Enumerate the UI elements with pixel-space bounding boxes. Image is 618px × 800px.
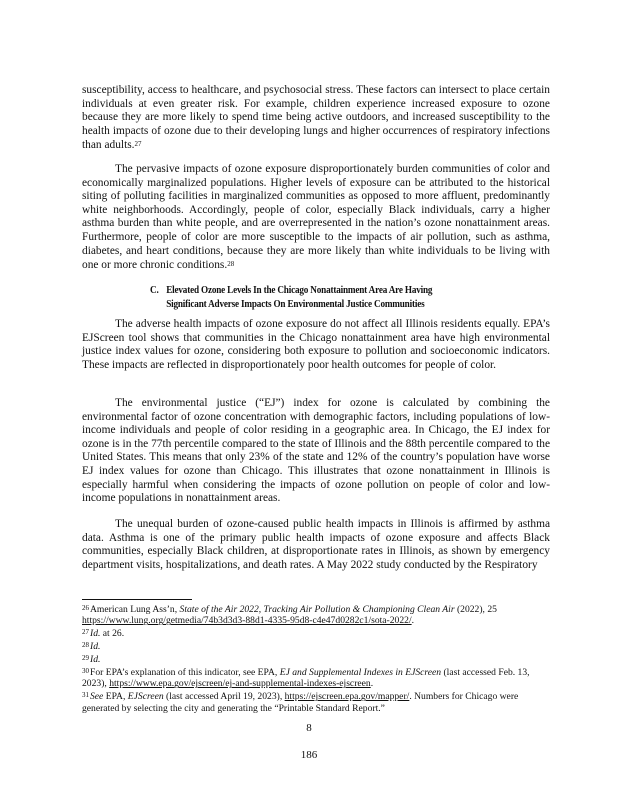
- footnote-31: $^{31}$See EPA, EJScreen (last accessed April 19, 2023), https://ejscreen.epa.gov/mapper/. Numbers for Chicago were generated by selecting the city and generating the “Printable Standard Report.”: [82, 691, 519, 714]
- footnotes-list: [82, 603, 552, 715]
- heading-line-2: Significant Adverse Impacts On Environmental Justice Communities: [166, 298, 425, 310]
- bates-number: 186: [300, 749, 318, 761]
- footnote-29: $^{29}$Id.: [82, 654, 101, 666]
- footnote-30-link[interactable]: https://www.epa.gov/ejscreen/ej-and-supplemental-indexes-ejscreen: [109, 678, 371, 690]
- footnote-31-link[interactable]: https://ejscreen.epa.gov/mapper/: [284, 691, 410, 703]
- paragraph-1: [82, 84, 550, 153]
- footnote-27: $^{27}$Id. at 26.: [82, 628, 125, 640]
- paragraph-2: [82, 163, 550, 273]
- heading-letter: C.: [150, 285, 159, 296]
- footnote-30: $^{30}$For EPA’s explanation of this indicator, see EPA, EJ and Supplemental Indexes in EJScreen (last accessed Feb. 13, 2023), https://www.epa.gov/ejscreen/ej-and-supplemental-indexes-ejscreen.: [82, 667, 530, 690]
- paragraph-1-text: susceptibility, access to healthcare, and psychosocial stress. These factors can intersect to place certain individuals at even greater risk. For example, children experience increased exposure to ozone because they are more likely to spend time being active outdoors, and increased susceptibility to the health impacts of ozone due to their developing lungs and higher occurrences of respiratory infections than adults.: [82, 84, 550, 152]
- paragraph-3: The adverse health impacts of ozone exposure do not affect all Illinois residents equally. EPA’s EJScreen tool shows that communities in the Chicago nonattainment area have high environmental justice index values for ozone, considering both exposure to pollution and socioeconomic indicators. These impacts are reflected in disproportionately poor health outcomes for people of color.: [82, 318, 550, 371]
- paragraph-2-text: The pervasive impacts of ozone exposure disproportionately burden communities of color and economically marginalized populations. Higher levels of exposure can be attributed to the historical siting of polluting facilities in marginalized communities as opposed to more affluent, predominantly white neighborhoods. Accordingly, people of color, especially Black individuals, carry a higher asthma burden than white people, and are overrepresented in the nation’s ozone nonattainment areas. Furthermore, people of color are more susceptible to the impacts of air pollution, such as asthma, diabetes, and heart conditions, because they are more likely than white individuals to be living with one or more chronic conditions.: [82, 163, 550, 272]
- footnote-divider: [82, 599, 192, 600]
- paragraph-4: The environmental justice (“EJ”) index for ozone is calculated by combining the environmental factor of ozone concentration with demographic factors, including populations of low-income individuals and people of color residing in a geographic area. In Chicago, the EJ index for ozone is in the 77th percentile compared to the state of Illinois and the 88th percentile compared to the United States. This means that only 23% of the state and 12% of the country’s population have worse EJ index values for ozone than Chicago. This illustrates that ozone nonattainment in Illinois is especially harmful when considering the impacts of ozone pollution on people of color and low-income populations in nonattainment areas.: [82, 397, 550, 505]
- footnote-ref-27: 27: [134, 140, 142, 149]
- footnote-28: $^{28}$Id.: [82, 641, 101, 653]
- page-number: 8: [306, 722, 312, 734]
- footnote-26-link[interactable]: https://www.lung.org/getmedia/74b3d3d3-88d1-4335-95d8-c4e47d0282c1/sota-2022/: [82, 615, 412, 627]
- footnote-ref-28: 28: [227, 260, 235, 269]
- paragraph-5: The unequal burden of ozone-caused public health impacts in Illinois is affirmed by asthma data. Asthma is one of the primary public health impacts of ozone exposure and affects Black communities, especially Black children, at disproportionate rates in Illinois, as shown by emergency department visits, hospitalizations, and death rates. A May 2022 study conducted by the Respiratory: [82, 518, 550, 571]
- footnote-26: $^{26}$American Lung Ass’n, State of the Air 2022, Tracking Air Pollution & Championing Clean Air (2022), 25 https://www.lung.org/getmedia/74b3d3d3-88d1-4335-95d8-c4e47d0282c1/sota-2022/.: [82, 604, 497, 627]
- section-heading: [150, 284, 492, 311]
- heading-line-1: Elevated Ozone Levels In the Chicago Nonattainment Area Are Having: [166, 285, 433, 296]
